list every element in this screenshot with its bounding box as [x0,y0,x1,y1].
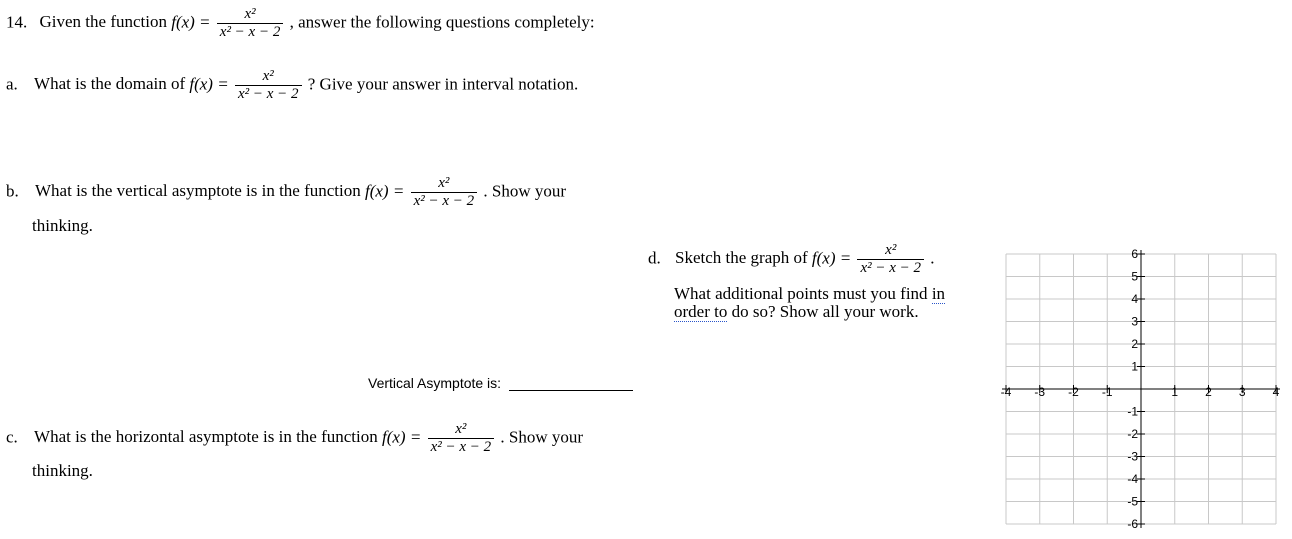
part-d-line2 [674,284,945,304]
y-tick-label: 5 [1131,269,1138,284]
fraction-denominator: x² − x − 2 [235,85,302,103]
y-tick-label: -4 [1127,472,1138,486]
part-b-letter: b. [6,181,19,201]
function-fraction [411,175,478,210]
part-a-text-end: ? Give your answer in interval notation. [307,74,579,94]
y-tick-label: 2 [1131,337,1138,351]
part-a-text-start: What is the domain of [34,74,186,94]
part-d-text-start: Sketch the graph of [675,248,808,268]
problem-number: 14. [6,12,28,32]
part-c-letter: c. [6,427,18,447]
coordinate-grid[interactable] [998,242,1284,534]
function-fraction [857,242,924,277]
fraction-denominator: x² − x − 2 [857,259,924,277]
part-d-line3-dotted: order to [674,302,728,321]
problem-intro-end: , answer the following questions completely: [289,12,595,32]
function-name: f(x) = [382,427,422,447]
part-d-line3 [674,302,919,322]
part-d-text-end: . [930,248,935,268]
function-name: f(x) = [811,248,852,268]
fraction-numerator: x² [244,6,256,22]
fraction-numerator: x² [262,68,274,84]
x-tick-label: -2 [1068,385,1079,399]
part-a-letter: a. [6,74,18,94]
function-name: f(x) = [171,12,211,32]
vertical-asymptote-blank[interactable] [509,376,633,391]
fraction-denominator: x² − x − 2 [411,192,478,210]
problem-intro: Given the function [39,12,167,32]
y-tick-label: 4 [1131,292,1138,306]
part-b-question [6,175,566,210]
part-d-line2-dotted: in [931,284,946,303]
part-b-text-end: . Show your [483,181,567,201]
x-tick-label: 1 [1171,385,1179,399]
y-tick-label: -5 [1127,494,1138,509]
y-tick-label: 6 [1131,247,1138,261]
part-a-question [6,68,578,103]
function-fraction [428,421,495,456]
part-c-text-end: . Show your [500,427,584,447]
part-d-line3-text: do so? Show all your work. [731,302,919,321]
y-tick-label: -2 [1127,427,1138,441]
y-tick-label: -6 [1127,517,1138,531]
part-c-question [6,421,583,456]
part-c-text-start: What is the horizontal asymptote is in the function [34,427,378,447]
part-b-text-start: What is the vertical asymptote is in the function [35,181,361,201]
part-d-line2-text: What additional points must you find [674,284,928,303]
fraction-numerator: x² [455,421,467,437]
x-tick-label: 3 [1238,385,1246,399]
fraction-numerator: x² [438,175,450,191]
part-b-text-cont: thinking. [32,216,93,235]
y-tick-label: 3 [1131,314,1138,329]
part-d-question [648,242,935,277]
y-tick-label: -3 [1127,449,1138,464]
vertical-asymptote-answer [368,375,633,391]
x-tick-label: 2 [1205,385,1212,399]
part-d-letter: d. [648,248,661,268]
vertical-asymptote-label: Vertical Asymptote is: [368,375,502,391]
function-name: f(x) = [189,74,229,94]
x-tick-label: -1 [1101,385,1113,399]
fraction-denominator: x² − x − 2 [428,438,495,456]
function-fraction [235,68,302,103]
problem-header [6,6,595,41]
function-fraction [217,6,284,41]
function-name: f(x) = [365,181,405,201]
y-tick-label: -1 [1127,404,1138,419]
x-tick-label: 4 [1272,385,1280,399]
x-tick-label: -4 [1000,385,1012,399]
y-tick-label: 1 [1131,359,1138,374]
part-c-text-cont: thinking. [32,461,93,480]
fraction-numerator: x² [885,242,897,258]
x-tick-label: -3 [1034,385,1046,399]
fraction-denominator: x² − x − 2 [217,23,284,41]
